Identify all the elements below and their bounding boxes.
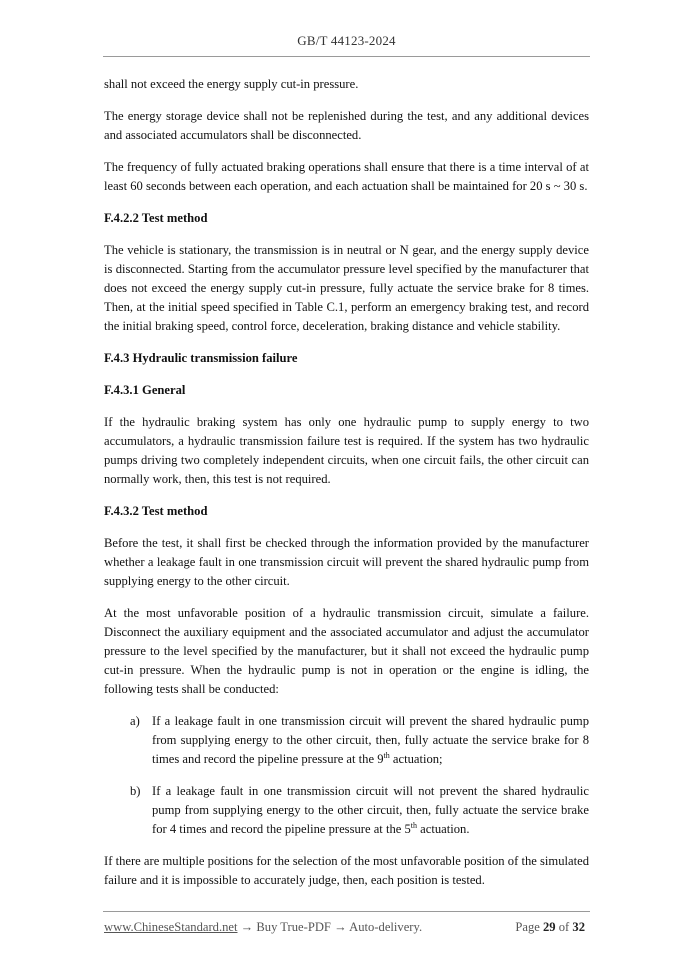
list-item-text: If a leakage fault in one transmission circuit will not prevent the shared hydraulic pump from supplying energy to the other circuit, then, fully actuate the service brake for 4 times and record the pipeline pressure at the 5th actuation.: [152, 784, 589, 836]
list-marker: b): [130, 784, 141, 798]
arrow-right-icon: →: [330, 920, 350, 934]
header-divider: [103, 56, 590, 57]
list-item: [104, 782, 589, 839]
arrow-right-icon: →: [237, 920, 257, 934]
section-heading-f432: F.4.3.2 Test method: [104, 504, 208, 518]
list-item: [104, 712, 589, 769]
total-pages: 32: [572, 920, 585, 934]
list-marker: a): [130, 714, 140, 728]
section-heading-f422: F.4.2.2 Test method: [104, 211, 208, 225]
paragraph: Before the test, it shall first be checked through the information provided by the manufacturer whether a leakage fault in one transmission circuit will prevent the shared hydraulic pump from supplying energy to the other circuit.: [104, 536, 589, 588]
page-content: [104, 75, 589, 903]
buy-true-pdf-text: Buy True-PDF: [256, 920, 331, 934]
paragraph: If there are multiple positions for the selection of the most unfavorable position of the simulated failure and it is impossible to accurately judge, then, each position is tested.: [104, 854, 589, 887]
paragraph: The energy storage device shall not be replenished during the test, and any additional devices and associated accumulators shall be disconnected.: [104, 109, 589, 142]
auto-delivery-text: Auto-delivery.: [349, 920, 423, 934]
list-item-text: If a leakage fault in one transmission circuit will prevent the shared hydraulic pump from supplying energy to the other circuit, then, fully actuate the service brake for 8 times and record the pipeline pressure at the 9th actuation;: [152, 714, 589, 766]
section-heading-f431: F.4.3.1 General: [104, 383, 186, 397]
paragraph: The frequency of fully actuated braking operations shall ensure that there is a time interval of at least 60 seconds between each operation, and each actuation shall be maintained for 20 s ~ 30 s.: [104, 160, 589, 193]
paragraph: At the most unfavorable position of a hydraulic transmission circuit, simulate a failure. Disconnect the auxiliary equipment and the associated accumulator and adjust the accumulator pressure to the level specified by the manufacturer, but it shall not exceed the hydraulic pump cut-in pressure. When the hydraulic pump is not in operation or the engine is idling, the following tests shall be conducted:: [104, 606, 589, 696]
section-heading-f43: F.4.3 Hydraulic transmission failure: [104, 351, 298, 365]
footer-divider: [103, 911, 590, 912]
paragraph: The vehicle is stationary, the transmission is in neutral or N gear, and the energy supply device is disconnected. Starting from the accumulator pressure level specified by the manufacturer that does not exceed the energy supply cut-in pressure, fully actuate the service brake for 8 times. Then, at the initial speed specified in Table C.1, perform an emergency braking test, and record the initial braking speed, control force, deceleration, braking distance and vehicle stability.: [104, 243, 589, 333]
footer-promo: [104, 920, 422, 935]
standard-number-header: GB/T 44123-2024: [297, 33, 396, 48]
paragraph: shall not exceed the energy supply cut-in pressure.: [104, 77, 359, 91]
current-page: 29: [543, 920, 556, 934]
page-number: Page 29 of 32: [515, 920, 585, 934]
paragraph: If the hydraulic braking system has only one hydraulic pump to supply energy to two accumulators, a hydraulic transmission failure test is required. If the system has two hydraulic pumps driving two completely independent circuits, when one circuit fails, the other circuit can normally work, then, this test is not required.: [104, 415, 589, 486]
website-link[interactable]: www.ChineseStandard.net: [104, 920, 238, 934]
